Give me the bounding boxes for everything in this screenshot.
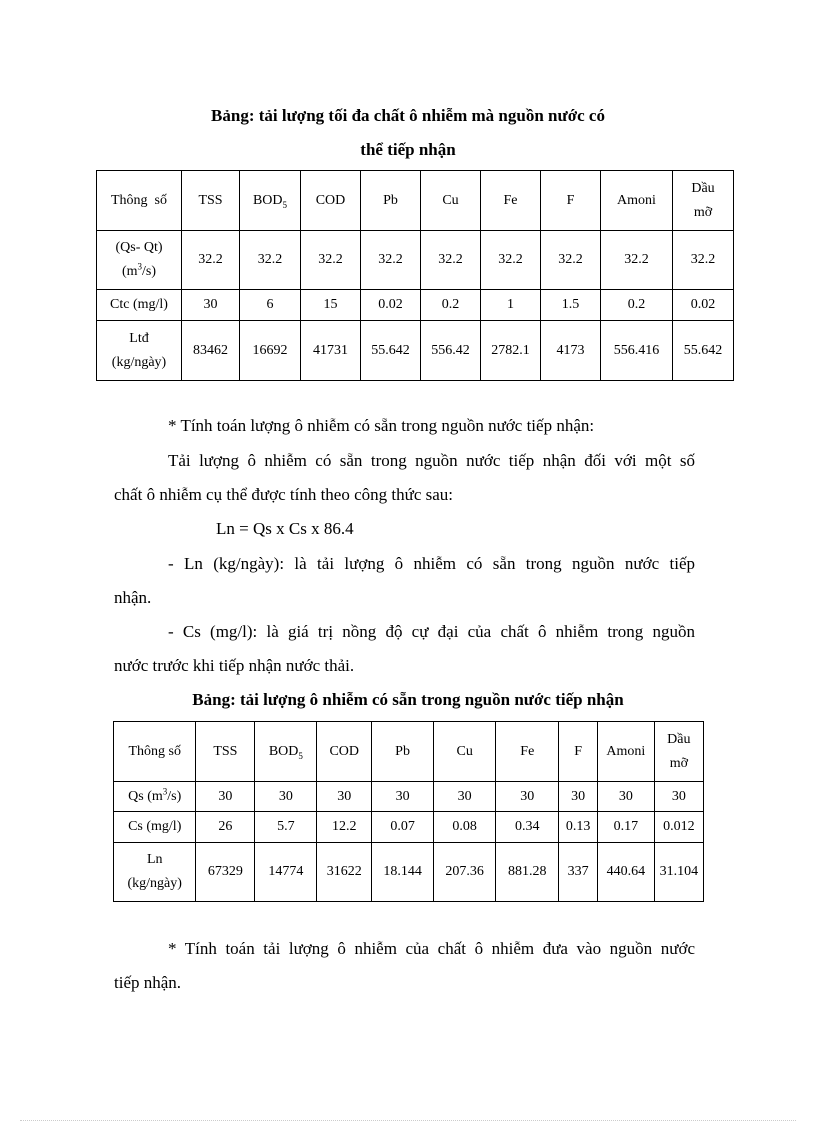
table1	[96, 170, 734, 381]
table2-row-cs-label: Cs (mg/l)	[114, 812, 196, 843]
table1-cell: 15	[301, 290, 361, 321]
table1-row-flow-label: (Qs- Qt) $(m^3/s)$	[97, 231, 182, 290]
table1-cell: 0.2	[601, 290, 673, 321]
table1-header-tss: TSS	[182, 171, 240, 231]
table2-cell: 18.144	[372, 843, 434, 902]
table1-cell: 6	[240, 290, 301, 321]
table1-cell: 32.2	[481, 231, 541, 290]
table2-cell: 30	[597, 782, 654, 812]
table2-header-tss: TSS	[196, 722, 255, 782]
table2-cell: 31.104	[654, 843, 703, 902]
table2-row-cs	[114, 812, 704, 843]
table1-cell: 16692	[240, 321, 301, 381]
table1-cell: 83462	[182, 321, 240, 381]
table2-cell: 12.2	[317, 812, 372, 843]
table1-cell: 0.2	[421, 290, 481, 321]
paragraph-line: chất ô nhiễm cụ thể được tính theo công thức sau:	[114, 485, 453, 504]
table2-cell: 30	[372, 782, 434, 812]
table2-cell: 0.012	[654, 812, 703, 843]
table1-cell: 2782.1	[481, 321, 541, 381]
paragraph-line: tiếp nhận.	[114, 973, 182, 992]
table2-cell: 0.34	[496, 812, 559, 843]
paragraph-line: Tải lượng ô nhiễm có sẵn trong nguồn nước tiếp nhận đối với một số	[168, 451, 695, 470]
page-bottom-rule	[20, 1120, 796, 1121]
paragraph-line: - Ln (kg/ngày): là tải lượng ô nhiễm có sẵn trong nguồn nước tiếp	[168, 554, 695, 573]
table2-row-qs	[114, 782, 704, 812]
table1-cell: 32.2	[601, 231, 673, 290]
table2-cell: 0.07	[372, 812, 434, 843]
table1-cell: 1	[481, 290, 541, 321]
table1-header-f: F	[541, 171, 601, 231]
table1-row-flow	[97, 231, 734, 290]
table2-cell: 440.64	[597, 843, 654, 902]
table1-cell: 32.2	[421, 231, 481, 290]
table1-header-row	[97, 171, 734, 231]
table1-cell: 0.02	[361, 290, 421, 321]
table1-header-bod: $BOD_5$	[240, 171, 301, 231]
table1-title-line1: Bảng: tải lượng tối đa chất ô nhiễm mà nguồn nước có	[211, 106, 605, 125]
table2-cell: 30	[654, 782, 703, 812]
paragraph-line: * Tính toán tải lượng ô nhiễm của chất ô nhiễm đưa vào nguồn nước	[168, 939, 695, 958]
table2-cell: 881.28	[496, 843, 559, 902]
table1-cell: 1.5	[541, 290, 601, 321]
table1-header-label: Thông số	[97, 171, 182, 231]
table1-row-ltd	[97, 321, 734, 381]
table1-row-ctc-label: Ctc (mg/l)	[97, 290, 182, 321]
table1-cell: 41731	[301, 321, 361, 381]
table2-cell: 337	[559, 843, 598, 902]
table1-header-cu: Cu	[421, 171, 481, 231]
table1-title-line2: thể tiếp nhận	[360, 140, 456, 159]
table1-cell: 556.416	[601, 321, 673, 381]
table1-row-ctc	[97, 290, 734, 321]
table2-cell: 0.08	[434, 812, 496, 843]
table1-cell: 32.2	[240, 231, 301, 290]
table2-header-dau-mo: Dầu mỡ	[654, 722, 703, 782]
table2-cell: 67329	[196, 843, 255, 902]
table2-cell: 31622	[317, 843, 372, 902]
table2-cell: 207.36	[434, 843, 496, 902]
paragraph-line: nhận.	[114, 588, 152, 607]
table1-cell: 556.42	[421, 321, 481, 381]
table2-header-row	[114, 722, 704, 782]
paragraph-line: - Cs (mg/l): là giá trị nồng độ cự đại của chất ô nhiễm trong nguồn	[168, 622, 695, 641]
table2	[113, 721, 704, 902]
table2-row-ln-label: Ln (kg/ngày)	[114, 843, 196, 902]
table2-cell: 30	[317, 782, 372, 812]
table2-cell: 0.17	[597, 812, 654, 843]
table1-cell: 32.2	[182, 231, 240, 290]
table1-header-pb: Pb	[361, 171, 421, 231]
table2-cell: 0.13	[559, 812, 598, 843]
table1-cell: 55.642	[361, 321, 421, 381]
table2-cell: 30	[559, 782, 598, 812]
table2-cell: 30	[255, 782, 317, 812]
table2-row-qs-label: Qs $(m^3/s)$	[114, 782, 196, 812]
table2-row-ln	[114, 843, 704, 902]
table2-header-f: F	[559, 722, 598, 782]
table1-header-amoni: Amoni	[601, 171, 673, 231]
table2-cell: 30	[196, 782, 255, 812]
table2-header-label: Thông số	[114, 722, 196, 782]
table2-cell: 30	[496, 782, 559, 812]
table2-header-pb: Pb	[372, 722, 434, 782]
table1-cell: 30	[182, 290, 240, 321]
table1-cell: 4173	[541, 321, 601, 381]
table2-header-cod: COD	[317, 722, 372, 782]
table1-row-ltd-label: Ltđ (kg/ngày)	[97, 321, 182, 381]
table1-cell: 32.2	[361, 231, 421, 290]
table2-cell: 5.7	[255, 812, 317, 843]
table1-cell: 32.2	[541, 231, 601, 290]
table2-header-amoni: Amoni	[597, 722, 654, 782]
table2-cell: 26	[196, 812, 255, 843]
table1-cell: 55.642	[673, 321, 734, 381]
formula: Ln = Qs x Cs x 86.4	[216, 519, 354, 538]
table2-cell: 14774	[255, 843, 317, 902]
table1-header-dau-mo: Dầu mỡ	[673, 171, 734, 231]
table1-header-cod: COD	[301, 171, 361, 231]
table2-title: Bảng: tải lượng ô nhiễm có sẵn trong nguồn nước tiếp nhận	[192, 690, 624, 709]
paragraph-heading: * Tính toán lượng ô nhiễm có sẵn trong nguồn nước tiếp nhận:	[168, 416, 595, 435]
table2-cell: 30	[434, 782, 496, 812]
table2-header-bod: $BOD_5$	[255, 722, 317, 782]
table2-header-cu: Cu	[434, 722, 496, 782]
table1-cell: 32.2	[301, 231, 361, 290]
paragraph-line: nước trước khi tiếp nhận nước thải.	[114, 656, 355, 675]
table1-header-fe: Fe	[481, 171, 541, 231]
table1-cell: 0.02	[673, 290, 734, 321]
table1-cell: 32.2	[673, 231, 734, 290]
table2-header-fe: Fe	[496, 722, 559, 782]
